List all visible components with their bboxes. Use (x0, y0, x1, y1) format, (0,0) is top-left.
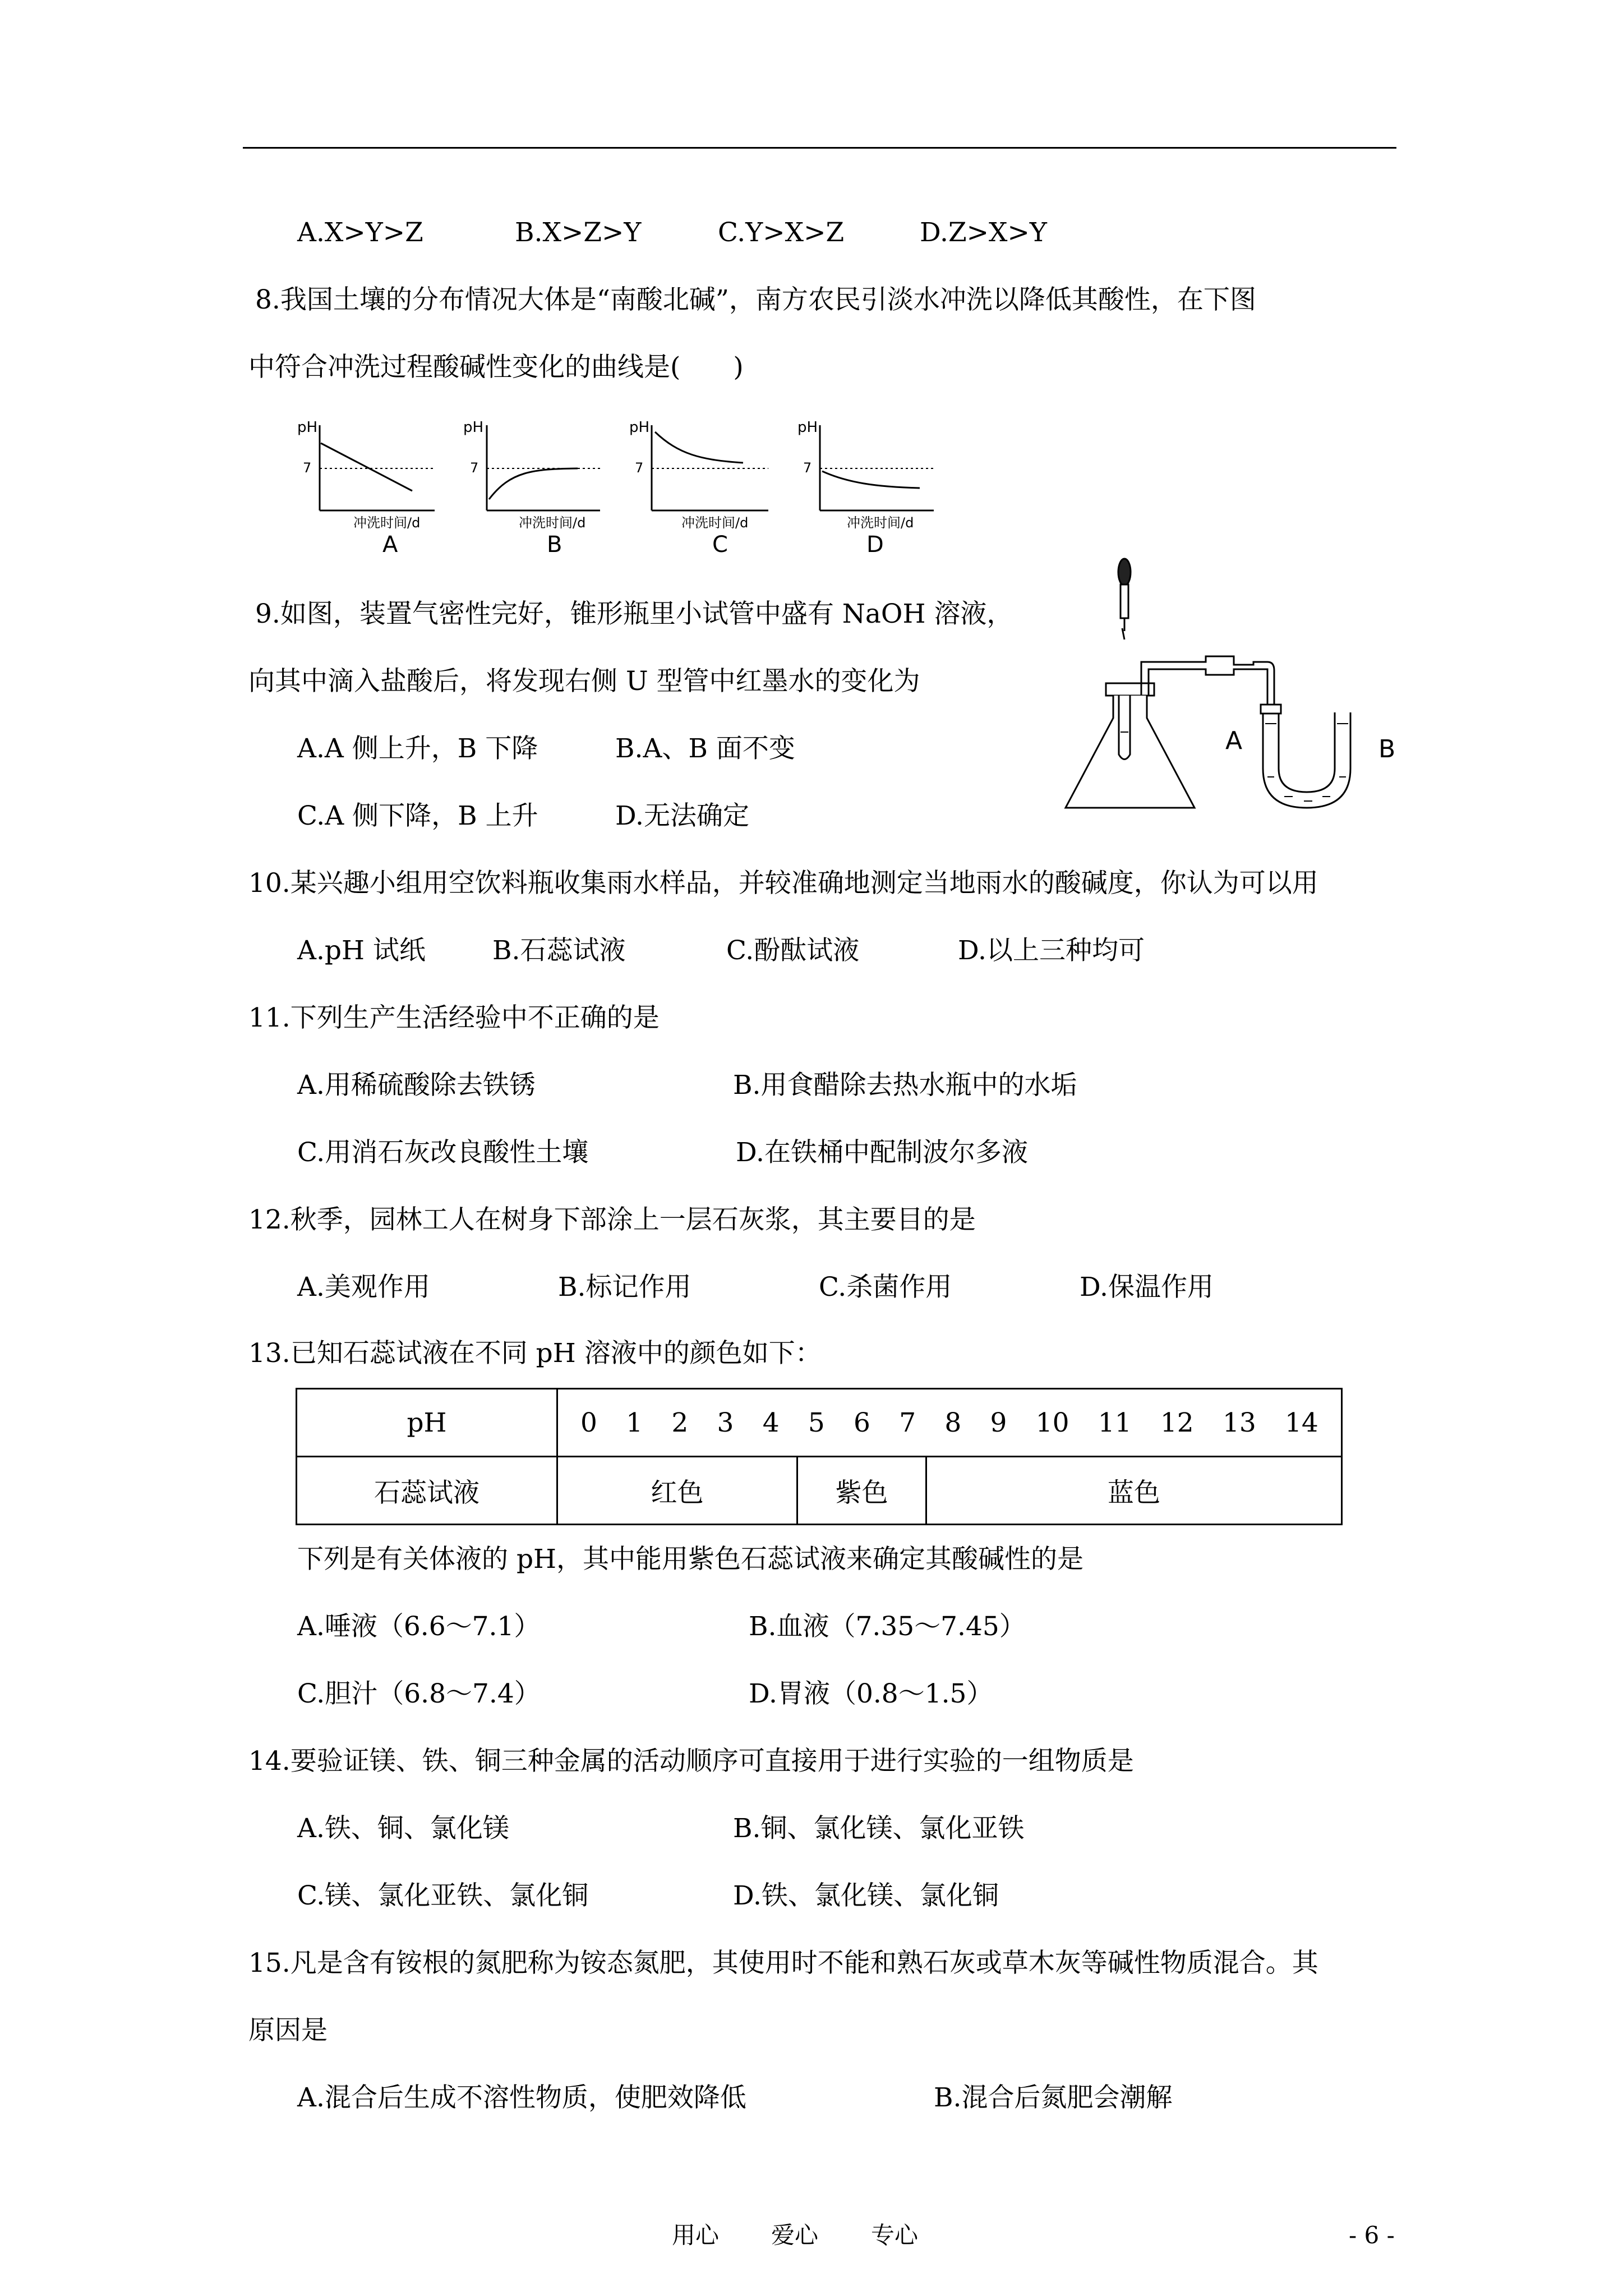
option-a: A.A 侧上升，B 下降 (297, 733, 538, 764)
question-9-text: 9.如图，装置气密性完好，锥形瓶里小试管中盛有 NaOH 溶液， (255, 599, 1013, 629)
test-tube (1119, 696, 1130, 760)
option-b: B.血液（7.35～7.45） (749, 1611, 1026, 1642)
graph-seven: 7 (303, 460, 312, 476)
graph-ylabel: pH (297, 419, 318, 436)
graph-letter: D (866, 532, 884, 558)
graph-b (463, 419, 600, 558)
graph-xlabel: 冲洗时间/d (353, 515, 421, 531)
option-b: B.X>Z>Y (515, 217, 642, 248)
question-14-text: 14.要验证镁、铁、铜三种金属的活动顺序可直接用于进行实验的一组物质是 (248, 1746, 1134, 1777)
table-header-ph: pH (297, 1389, 557, 1457)
ph-value: 5 (808, 1407, 825, 1438)
option-c: C.胆汁（6.8～7.4） (297, 1678, 541, 1709)
graph-ylabel: pH (463, 419, 484, 436)
graph-d (797, 419, 934, 558)
graph-seven: 7 (803, 460, 812, 476)
question-15-text-cont: 原因是 (248, 2015, 328, 2046)
ph-value: 14 (1285, 1407, 1318, 1438)
option-a: A.铁、铜、氯化镁 (297, 1813, 509, 1844)
graph-letter: B (547, 532, 562, 558)
option-c: C.杀菌作用 (819, 1272, 952, 1303)
option-c: C.镁、氯化亚铁、氯化铜 (297, 1880, 589, 1911)
ph-values (558, 1407, 1341, 1438)
option-d: D.保温作用 (1080, 1272, 1214, 1303)
question-11-text: 11.下列生产生活经验中不正确的是 (248, 1002, 660, 1033)
option-a: A.用稀硫酸除去铁锈 (297, 1070, 536, 1101)
option-b: B.铜、氯化镁、氯化亚铁 (733, 1813, 1025, 1844)
ph-value: 6 (854, 1407, 870, 1438)
option-d: D.以上三种均可 (958, 935, 1145, 966)
ph-value: 4 (762, 1407, 780, 1438)
ph-value: 11 (1098, 1407, 1132, 1438)
ph-value: 7 (899, 1407, 916, 1438)
graph-c (629, 419, 768, 558)
option-d: D.胃液（0.8～1.5） (749, 1678, 993, 1709)
label-a: A (1225, 726, 1243, 755)
graph-xlabel: 冲洗时间/d (847, 515, 914, 531)
option-a: A.pH 试纸 (297, 935, 426, 966)
litmus-color-table (296, 1388, 1343, 1525)
question-12-text: 12.秋季，园林工人在树身下部涂上一层石灰浆，其主要目的是 (248, 1204, 976, 1235)
red-ink (1267, 777, 1346, 801)
ph-value: 2 (671, 1407, 689, 1438)
ph-curve (489, 468, 578, 499)
graph-xlabel: 冲洗时间/d (681, 515, 749, 531)
option-c: C.酚酞试液 (726, 935, 860, 966)
graph-ylabel: pH (797, 419, 818, 436)
dropper (1118, 559, 1131, 639)
graph-xlabel: 冲洗时间/d (519, 515, 586, 531)
option-c: C.A 侧下降，B 上升 (297, 800, 538, 831)
ph-curve (655, 432, 743, 463)
ph-value: 9 (990, 1407, 1007, 1438)
footer-motto-3: 专心 (871, 2221, 919, 2249)
option-b: B.用食醋除去热水瓶中的水垢 (733, 1070, 1077, 1101)
option-c: C.Y>X>Z (718, 217, 845, 248)
ph-curve (822, 471, 920, 488)
option-a: A.混合后生成不溶性物质，使肥效降低 (297, 2082, 746, 2113)
question-9-text-cont: 向其中滴入盐酸后，将发现右侧 U 型管中红墨水的变化为 (248, 666, 920, 697)
ph-value: 8 (944, 1407, 962, 1438)
ph-value: 12 (1160, 1407, 1194, 1438)
stopper (1106, 683, 1154, 696)
footer-motto-2: 爱心 (771, 2221, 819, 2249)
ph-curve-graphs (280, 415, 953, 567)
ph-value: 10 (1035, 1407, 1069, 1438)
option-a: A.唾液（6.6～7.1） (297, 1611, 541, 1642)
option-b: B.A、B 面不变 (615, 733, 795, 764)
page-number: - 6 - (1349, 2221, 1395, 2249)
color-blue: 蓝色 (926, 1457, 1342, 1525)
option-b: B.标记作用 (558, 1272, 691, 1303)
option-b: B.混合后氮肥会潮解 (934, 2082, 1173, 2113)
option-d: D.铁、氯化镁、氯化铜 (733, 1880, 999, 1911)
table-row (297, 1389, 1342, 1457)
graph-ylabel: pH (629, 419, 650, 436)
question-8-text: 8.我国土壤的分布情况大体是“南酸北碱”，南方农民引淡水冲洗以降低其酸性，在下图 (255, 284, 1256, 315)
ph-value: 3 (717, 1407, 734, 1438)
graph-a (297, 419, 435, 558)
graph-seven: 7 (470, 460, 479, 476)
color-purple: 紫色 (797, 1457, 926, 1525)
option-c: C.用消石灰改良酸性土壤 (297, 1137, 589, 1168)
connecting-tube (1141, 656, 1274, 707)
option-a: A.X>Y>Z (297, 217, 423, 248)
ph-values-cell (557, 1389, 1342, 1457)
option-d: D.Z>X>Y (920, 217, 1047, 248)
header-rule (243, 147, 1396, 149)
option-d: D.在铁桶中配制波尔多液 (736, 1137, 1028, 1168)
color-red: 红色 (557, 1457, 797, 1525)
question-13-text: 13.已知石蕊试液在不同 pH 溶液中的颜色如下： (248, 1338, 822, 1369)
question-8-text-cont: 中符合冲洗过程酸碱性变化的曲线是( ) (248, 352, 744, 383)
table-header-litmus: 石蕊试液 (297, 1457, 557, 1525)
label-b: B (1378, 735, 1396, 763)
option-d: D.无法确定 (615, 800, 749, 831)
footer-motto-1: 用心 (672, 2221, 720, 2249)
ph-value: 1 (626, 1407, 643, 1438)
u-tube (1263, 712, 1350, 808)
option-b: B.石蕊试液 (492, 935, 626, 966)
ph-curve (321, 443, 412, 491)
graph-letter: A (382, 532, 398, 558)
question-10-text: 10.某兴趣小组用空饮料瓶收集雨水样品，并较准确地测定当地雨水的酸碱度，你认为可以用 (248, 868, 1318, 899)
ph-value: 13 (1222, 1407, 1256, 1438)
table-row (297, 1457, 1342, 1525)
option-a: A.美观作用 (297, 1272, 430, 1303)
ph-value: 0 (580, 1407, 597, 1438)
question-13-text-cont: 下列是有关体液的 pH，其中能用紫色石蕊试液来确定其酸碱性的是 (297, 1544, 1084, 1575)
graph-seven: 7 (635, 460, 644, 476)
graph-letter: C (712, 532, 728, 558)
question-15-text: 15.凡是含有铵根的氮肥称为铵态氮肥，其使用时不能和熟石灰或草木灰等碱性物质混合。其 (248, 1948, 1318, 1978)
apparatus-diagram (1054, 555, 1402, 819)
